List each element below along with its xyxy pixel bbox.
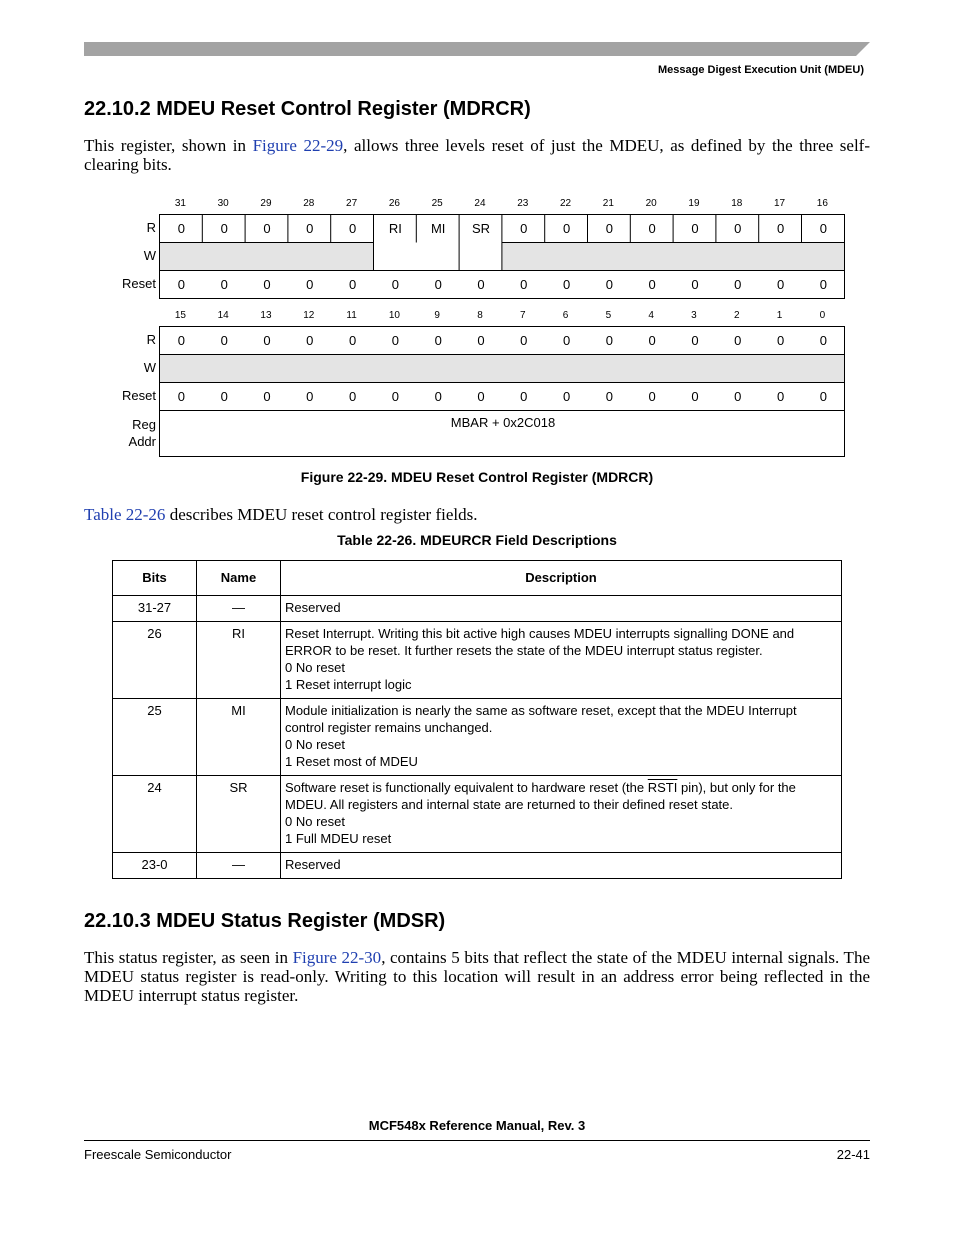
read-value-cell: 0 xyxy=(734,221,742,236)
reset-value-cell: 0 xyxy=(306,389,314,404)
desc-line: 1 Full MDEU reset xyxy=(285,831,392,846)
reset-value-cell: 0 xyxy=(605,389,613,404)
footer-manual-title: MCF548x Reference Manual, Rev. 3 xyxy=(368,1118,586,1133)
reset-value-cell: 0 xyxy=(477,389,485,404)
bit-number: 12 xyxy=(303,310,315,321)
read-value-cell: 0 xyxy=(434,333,442,348)
reset-value-cell: 0 xyxy=(220,277,228,292)
upper-bit-numbers xyxy=(159,198,844,209)
read-value-cell: 0 xyxy=(776,333,785,348)
bit-number: 29 xyxy=(260,198,272,209)
read-value-cell: 0 xyxy=(734,333,742,348)
bit-number: 10 xyxy=(388,310,400,321)
read-value-cell: 0 xyxy=(306,221,314,236)
figure-link[interactable]: Figure 22-29 xyxy=(252,136,344,155)
read-value-cell: SR xyxy=(471,221,490,236)
section-heading-mdrcr: 22.10.2 MDEU Reset Control Register (MDRCR) xyxy=(84,98,531,120)
status-paragraph xyxy=(84,948,870,1005)
cell-description xyxy=(281,622,842,699)
bit-number: 14 xyxy=(217,310,229,321)
read-value-cell: 0 xyxy=(691,221,699,236)
desc-line: 0 No reset xyxy=(285,660,345,675)
read-value-cell: 0 xyxy=(220,221,228,236)
bit-number: 30 xyxy=(217,198,229,209)
cell-description: Reserved xyxy=(281,853,842,879)
reset-value-cell: 0 xyxy=(348,277,357,292)
read-value-cell: 0 xyxy=(776,221,785,236)
reset-value-cell: 0 xyxy=(306,277,314,292)
section-heading-mdsr: 22.10.3 MDEU Status Register (MDSR) xyxy=(84,910,446,932)
cell-name: — xyxy=(197,596,281,622)
desc-line: 0 No reset xyxy=(285,737,345,752)
row-label-w-lower: W xyxy=(143,360,156,375)
read-value-cell: 0 xyxy=(348,333,357,348)
reset-value-cell: 0 xyxy=(263,389,271,404)
reset-value-cell: 0 xyxy=(434,277,442,292)
bit-number: 2 xyxy=(733,310,740,321)
bit-number: 16 xyxy=(816,198,828,209)
upper-register-grid xyxy=(159,214,845,299)
figure-link[interactable]: Figure 22-30 xyxy=(292,948,382,967)
desc-line: 0 No reset xyxy=(285,814,345,829)
reset-value-cell: 0 xyxy=(691,389,699,404)
rsti-signal: RSTI xyxy=(647,780,678,795)
bit-number: 13 xyxy=(260,310,272,321)
read-value-cell: 0 xyxy=(520,333,528,348)
read-value-cell: 0 xyxy=(562,333,571,348)
table-row xyxy=(113,853,842,879)
bit-number: 28 xyxy=(303,198,315,209)
footer-page-number: 22-41 xyxy=(836,1147,870,1162)
read-value-cell: 0 xyxy=(477,333,485,348)
reset-value-cell: 0 xyxy=(691,277,699,292)
cell-name: — xyxy=(197,853,281,879)
bit-number: 5 xyxy=(605,310,612,321)
row-label-reset-lower: Reset xyxy=(122,388,156,403)
read-value-cell: 0 xyxy=(177,333,186,348)
read-value-cell: MI xyxy=(430,221,446,236)
reset-value-cell: 0 xyxy=(648,277,656,292)
row-label-w: W xyxy=(143,248,156,263)
bit-number: 8 xyxy=(477,310,483,321)
register-address: MBAR + 0x2C018 xyxy=(450,415,556,430)
cell-bits: 26 xyxy=(113,622,197,699)
table-caption: Table 22-26. MDEURCR Field Descriptions xyxy=(337,532,617,548)
read-value-cell: RI xyxy=(388,221,402,236)
read-value-cell: 0 xyxy=(348,221,357,236)
table-intro-text: describes MDEU reset control register fields. xyxy=(165,505,478,524)
lower-register-grid xyxy=(159,326,845,457)
table-intro xyxy=(84,505,870,524)
desc-line: 1 Reset interrupt logic xyxy=(285,677,412,692)
row-label-reg-addr xyxy=(100,416,156,450)
reset-value-cell: 0 xyxy=(562,277,571,292)
read-value-cell: 0 xyxy=(562,221,571,236)
field-descriptions-table xyxy=(112,560,842,879)
cell-bits: 31-27 xyxy=(113,596,197,622)
cell-name: MI xyxy=(197,699,281,776)
table-row xyxy=(113,776,842,853)
bit-number: 9 xyxy=(434,310,440,321)
cell-name: SR xyxy=(197,776,281,853)
bit-number: 31 xyxy=(174,198,186,209)
row-label-reset: Reset xyxy=(122,276,156,291)
bit-number: 20 xyxy=(645,198,657,209)
read-value-cell: 0 xyxy=(605,333,613,348)
table-row xyxy=(113,622,842,699)
reset-value-cell: 0 xyxy=(648,389,656,404)
row-label-r: R xyxy=(146,220,156,235)
intro-paragraph xyxy=(84,136,870,174)
table-link[interactable]: Table 22-26 xyxy=(84,505,166,524)
reset-value-cell: 0 xyxy=(391,389,399,404)
cell-description xyxy=(281,776,842,853)
read-value-cell: 0 xyxy=(648,333,656,348)
reset-value-cell: 0 xyxy=(819,389,827,404)
bit-number: 3 xyxy=(691,310,697,321)
header-name: Name xyxy=(197,561,281,596)
desc-text: Software reset is functionally equivalent to hardware reset (the xyxy=(285,780,648,795)
reset-value-cell: 0 xyxy=(734,277,742,292)
desc-text: pin), but only for the MDEU. All registers and internal state are returned to their defined reset state. xyxy=(285,780,796,812)
footer-rule xyxy=(84,1140,870,1141)
bit-number: 21 xyxy=(602,198,614,209)
reset-value-cell: 0 xyxy=(776,389,785,404)
cell-description: Reserved xyxy=(281,596,842,622)
cell-bits: 25 xyxy=(113,699,197,776)
read-value-cell: 0 xyxy=(520,221,528,236)
bit-number: 11 xyxy=(346,310,357,321)
bit-number: 18 xyxy=(731,198,743,209)
para-text-after: , allows three levels reset of just the MDEU, as defined by the three self-clearing bits. xyxy=(84,136,870,174)
reset-value-cell: 0 xyxy=(520,277,528,292)
reset-value-cell: 0 xyxy=(220,389,228,404)
lower-read-row xyxy=(160,327,845,355)
read-value-cell: 0 xyxy=(605,221,613,236)
header-bits: Bits xyxy=(113,561,197,596)
reset-value-cell: 0 xyxy=(776,277,785,292)
bit-number: 0 xyxy=(819,310,826,321)
bit-number: 6 xyxy=(562,310,569,321)
reset-value-cell: 0 xyxy=(391,277,399,292)
footer-company: Freescale Semiconductor xyxy=(84,1147,232,1162)
desc-line xyxy=(285,779,837,813)
read-value-cell: 0 xyxy=(263,221,271,236)
reset-value-cell: 0 xyxy=(562,389,571,404)
reset-value-cell: 0 xyxy=(477,277,485,292)
bit-number: 26 xyxy=(388,198,400,209)
read-value-cell: 0 xyxy=(220,333,228,348)
bit-number: 22 xyxy=(560,198,572,209)
reset-value-cell: 0 xyxy=(348,389,357,404)
cell-bits: 23-0 xyxy=(113,853,197,879)
upper-read-row xyxy=(160,215,845,243)
read-value-cell: 0 xyxy=(819,221,827,236)
reset-value-cell: 0 xyxy=(263,277,271,292)
table-header-row xyxy=(113,561,842,596)
bit-number: 24 xyxy=(474,198,486,209)
desc-line: Module initialization is nearly the same as software reset, except that the MDEU Interrupt control register remains unchanged. xyxy=(285,703,797,735)
header-description: Description xyxy=(281,561,842,596)
read-value-cell: 0 xyxy=(391,333,399,348)
bit-number: 25 xyxy=(431,198,443,209)
figure-caption: Figure 22-29. MDEU Reset Control Register (MDRCR) xyxy=(300,469,654,485)
bit-number: 27 xyxy=(346,198,358,209)
bit-number: 15 xyxy=(174,310,186,321)
reset-value-cell: 0 xyxy=(434,389,442,404)
reset-value-cell: 0 xyxy=(520,389,528,404)
bit-number: 1 xyxy=(776,310,783,321)
read-value-cell: 0 xyxy=(177,221,186,236)
running-head: Message Digest Execution Unit (MDEU) xyxy=(658,64,864,76)
para-text-after: , contains 5 bits that reflect the state of the MDEU internal signals. The MDEU status register is read-only. Writing to this location will result in an address error being reflected in the MDEU interrupt status register. xyxy=(84,948,870,1005)
para-text-before: This register, shown in xyxy=(84,136,253,155)
read-value-cell: 0 xyxy=(648,221,656,236)
header-bar xyxy=(84,42,870,56)
read-value-cell: 0 xyxy=(306,333,314,348)
bit-number: 7 xyxy=(519,310,526,321)
read-value-cell: 0 xyxy=(819,333,827,348)
cell-bits: 24 xyxy=(113,776,197,853)
reset-value-cell: 0 xyxy=(177,277,186,292)
lower-reset-row xyxy=(160,383,845,411)
lower-bit-numbers xyxy=(159,310,844,321)
bit-number: 4 xyxy=(648,310,654,321)
read-value-cell: 0 xyxy=(263,333,271,348)
desc-line: Reset Interrupt. Writing this bit active high causes MDEU interrupts signalling DONE and ERROR to be reset. It further resets the state of the MDEU interrupt status register. xyxy=(285,626,795,658)
cell-description xyxy=(281,699,842,776)
table-row xyxy=(113,699,842,776)
reg-label: Reg xyxy=(132,417,156,432)
reset-value-cell: 0 xyxy=(734,389,742,404)
bit-number: 17 xyxy=(773,198,786,209)
bit-number: 19 xyxy=(688,198,700,209)
upper-reset-row xyxy=(160,271,845,299)
bit-number: 23 xyxy=(517,198,529,209)
cell-name: RI xyxy=(197,622,281,699)
read-value-cell: 0 xyxy=(691,333,699,348)
desc-line: 1 Reset most of MDEU xyxy=(285,754,418,769)
reset-value-cell: 0 xyxy=(605,277,613,292)
table-row xyxy=(113,596,842,622)
para-text-before: This status register, as seen in xyxy=(84,948,293,967)
addr-label: Addr xyxy=(128,434,156,449)
row-label-r-lower: R xyxy=(146,332,156,347)
reset-value-cell: 0 xyxy=(177,389,186,404)
reset-value-cell: 0 xyxy=(819,277,827,292)
